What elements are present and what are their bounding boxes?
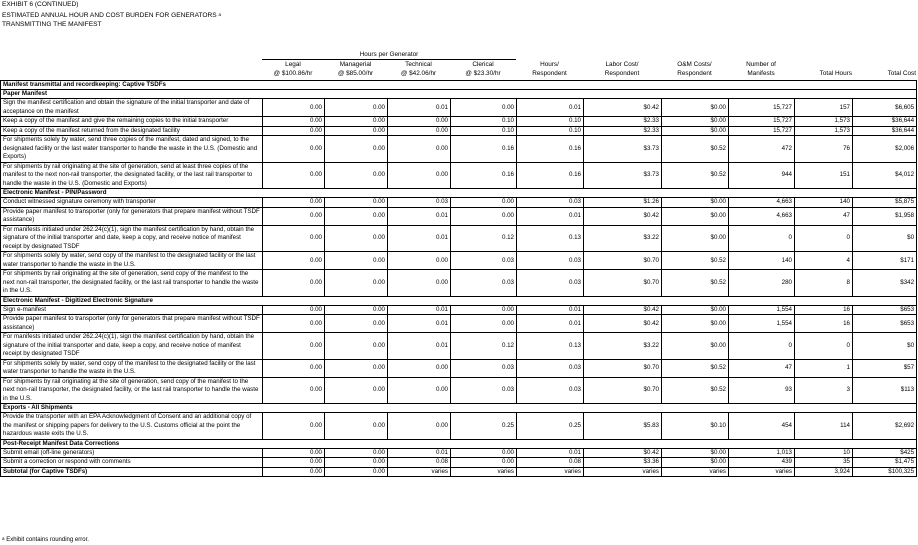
- value-cell: $113: [853, 377, 917, 404]
- activity-description: For manifests initiated under 262.24(c)(1), sign the manifest certification by hand, obtain the signature of the initial transporter and date, keep a copy, and receive notice of manifest receipt by designated TSDF: [1, 333, 263, 360]
- value-cell: $2,006: [853, 136, 917, 163]
- section-header-row: [1, 439, 917, 448]
- section-header-row: [1, 90, 917, 99]
- column-header-line2: Respondent: [532, 69, 567, 77]
- value-cell: 1,013: [729, 448, 795, 458]
- value-cell: $0.00: [662, 99, 729, 117]
- section-label: Manifest transmittal and recordkeeping: Captive TSDFs: [1, 81, 917, 90]
- section-header-row: [1, 404, 917, 413]
- value-cell: 0.00: [263, 99, 325, 117]
- activity-description: For shipments solely by water, send three copies of the manifest, dated and signed, to the designated facility or the last water transporter to handle the waste in the U.S. (Domestic and Exports): [1, 136, 263, 163]
- value-cell: 0.03: [517, 270, 584, 297]
- value-cell: 0.03: [451, 252, 517, 270]
- activity-description: For shipments by rail originating at the site of generation, send copy of the manifest to the next non-rail transporter, the designated facility, or the last rail transporter to handle the waste in the U.S.: [1, 270, 263, 297]
- value-cell: 0.16: [517, 162, 584, 189]
- value-cell: 0.12: [451, 225, 517, 252]
- column-header-line2: Total Hours: [819, 70, 852, 77]
- value-cell: 0.00: [325, 359, 388, 377]
- value-cell: $3.22: [584, 225, 662, 252]
- value-cell: 0.00: [263, 252, 325, 270]
- value-cell: $0.00: [662, 315, 729, 333]
- column-header-line2: @ $42.06/hr: [400, 69, 437, 77]
- value-cell: $0.00: [662, 305, 729, 315]
- value-cell: $3.73: [584, 162, 662, 189]
- value-cell: 0: [795, 225, 853, 252]
- value-cell: $171: [853, 252, 917, 270]
- value-cell: 16: [795, 315, 853, 333]
- value-cell: 0.00: [263, 126, 325, 136]
- value-cell: $0.00: [662, 207, 729, 225]
- value-cell: 0.00: [263, 315, 325, 333]
- column-header-line2: @ $23.30/hr: [465, 69, 501, 77]
- footnote-text: Exhibit contains rounding error.: [6, 537, 89, 543]
- table-row: [1, 225, 917, 252]
- value-cell: $0.42: [584, 315, 662, 333]
- value-cell: 0.01: [517, 207, 584, 225]
- column-header-line1: Labor Cost/: [605, 61, 639, 68]
- value-cell: 944: [729, 162, 795, 189]
- value-cell: varies: [388, 467, 451, 477]
- value-cell: $3.36: [584, 458, 662, 468]
- column-header: [852, 70, 916, 79]
- activity-description: Submit a correction or respond with comments: [1, 458, 263, 468]
- value-cell: 4: [795, 252, 853, 270]
- value-cell: 0.00: [263, 117, 325, 127]
- column-header-line1: Legal: [285, 61, 301, 68]
- value-cell: 0: [795, 333, 853, 360]
- value-cell: 0.00: [325, 315, 388, 333]
- value-cell: 0.12: [451, 333, 517, 360]
- value-cell: $3.73: [584, 136, 662, 163]
- value-cell: 0.00: [451, 315, 517, 333]
- value-cell: 0.00: [325, 448, 388, 458]
- activity-description: Sign the manifest certification and obtain the signature of the initial transporter and date of acceptance on the manifest: [1, 99, 263, 117]
- value-cell: 3,924: [795, 467, 853, 477]
- value-cell: 0.03: [451, 359, 517, 377]
- section-header-row: [1, 189, 917, 198]
- table-row: [1, 252, 917, 270]
- value-cell: $0.52: [662, 377, 729, 404]
- value-cell: $1,475: [853, 458, 917, 468]
- value-cell: 0.08: [388, 458, 451, 468]
- value-cell: 93: [729, 377, 795, 404]
- value-cell: varies: [451, 467, 517, 477]
- value-cell: 280: [729, 270, 795, 297]
- value-cell: 0.00: [263, 413, 325, 440]
- value-cell: $425: [853, 448, 917, 458]
- section-label: Exports - All Shipments: [1, 404, 917, 413]
- value-cell: 0.00: [263, 467, 325, 477]
- value-cell: 0.00: [325, 99, 388, 117]
- value-cell: 0.00: [325, 225, 388, 252]
- value-cell: $0.42: [584, 99, 662, 117]
- value-cell: 0.01: [388, 99, 451, 117]
- value-cell: 0.16: [451, 162, 517, 189]
- value-cell: 0.00: [451, 99, 517, 117]
- value-cell: 0.08: [517, 458, 584, 468]
- value-cell: $57: [853, 359, 917, 377]
- column-header-line2: Respondent: [604, 69, 640, 77]
- value-cell: 0.00: [451, 305, 517, 315]
- value-cell: 0.00: [263, 270, 325, 297]
- column-header-line1: Clerical: [472, 61, 494, 68]
- value-cell: 454: [729, 413, 795, 440]
- column-header: [661, 61, 728, 78]
- activity-description: Submit email (off-line generators): [1, 448, 263, 458]
- table-row: [1, 458, 917, 468]
- table-row: [1, 198, 917, 208]
- value-cell: $0.52: [662, 136, 729, 163]
- value-cell: $1,958: [853, 207, 917, 225]
- activity-description: Provide the transporter with an EPA Acknowledgment of Consent and an additional copy of the manifest or shipping papers for delivery to the U.S. Customs official at the point the hazardous waste exits the U.S.: [1, 413, 263, 440]
- activity-description: For shipments solely by water, send copy of the manifest to the designated facility or the last water transporter to handle the waste in the U.S.: [1, 359, 263, 377]
- column-header-line2: Respondent: [677, 69, 712, 77]
- value-cell: 0: [729, 333, 795, 360]
- value-cell: 0.03: [517, 252, 584, 270]
- value-cell: $6,605: [853, 99, 917, 117]
- value-cell: $0.52: [662, 270, 729, 297]
- activity-description: Provide paper manifest to transporter (only for generators that prepare manifest without TSDF assistance): [1, 315, 263, 333]
- value-cell: $100,325: [853, 467, 917, 477]
- value-cell: 0: [729, 225, 795, 252]
- value-cell: 0.00: [388, 136, 451, 163]
- value-cell: $0.52: [662, 162, 729, 189]
- value-cell: 0.00: [325, 117, 388, 127]
- value-cell: 0.01: [388, 207, 451, 225]
- value-cell: 76: [795, 136, 853, 163]
- value-cell: $0.42: [584, 305, 662, 315]
- value-cell: $5,875: [853, 198, 917, 208]
- table-row: [1, 305, 917, 315]
- value-cell: 0.10: [451, 117, 517, 127]
- column-header: [387, 61, 450, 78]
- table-row: [1, 315, 917, 333]
- table-row: [1, 136, 917, 163]
- value-cell: $4,012: [853, 162, 917, 189]
- column-header-line1: Managerial: [339, 61, 372, 68]
- value-cell: 0.00: [263, 458, 325, 468]
- subtotal-row: [1, 467, 917, 477]
- value-cell: $0.70: [584, 377, 662, 404]
- value-cell: 0.00: [451, 207, 517, 225]
- value-cell: $36,644: [853, 126, 917, 136]
- value-cell: 0.00: [451, 448, 517, 458]
- value-cell: 0.16: [451, 136, 517, 163]
- value-cell: $0.00: [662, 333, 729, 360]
- value-cell: $0.00: [662, 117, 729, 127]
- value-cell: 0.13: [517, 333, 584, 360]
- value-cell: 1,573: [795, 126, 853, 136]
- section-label: Post-Receipt Manifest Data Corrections: [1, 439, 917, 448]
- value-cell: 0.00: [325, 136, 388, 163]
- value-cell: $0: [853, 225, 917, 252]
- value-cell: $0.42: [584, 207, 662, 225]
- value-cell: 1,554: [729, 315, 795, 333]
- value-cell: 0.00: [263, 377, 325, 404]
- value-cell: $0.52: [662, 359, 729, 377]
- value-cell: $0.00: [662, 126, 729, 136]
- value-cell: $0.00: [662, 225, 729, 252]
- value-cell: varies: [662, 467, 729, 477]
- value-cell: 0.25: [451, 413, 517, 440]
- value-cell: 0.03: [517, 198, 584, 208]
- value-cell: 0.10: [517, 117, 584, 127]
- value-cell: $36,644: [853, 117, 917, 127]
- value-cell: $342: [853, 270, 917, 297]
- activity-description: Sign e-manifest: [1, 305, 263, 315]
- activity-description: For shipments solely by water, send copy of the manifest to the designated facility or the last water transporter to handle the waste in the U.S.: [1, 252, 263, 270]
- column-header-line2: @ $85.00/hr: [337, 69, 374, 77]
- activity-description: Provide paper manifest to transporter (only for generators that prepare manifest without TSDF assistance): [1, 207, 263, 225]
- value-cell: 0.10: [517, 126, 584, 136]
- column-header-line2: Total Cost: [887, 70, 916, 77]
- table-row: [1, 270, 917, 297]
- value-cell: 47: [795, 207, 853, 225]
- value-cell: 0.01: [388, 225, 451, 252]
- table-row: [1, 99, 917, 117]
- table-row: [1, 359, 917, 377]
- activity-description: Subtotal (for Captive TSDFs): [1, 467, 263, 477]
- value-cell: 0.16: [517, 136, 584, 163]
- activity-description: For shipments by rail originating at the site of generation, send copy of the manifest to the next non-rail transporter, the designated facility, or the last rail transporter to handle the waste in the U.S.: [1, 377, 263, 404]
- value-cell: $653: [853, 315, 917, 333]
- value-cell: varies: [517, 467, 584, 477]
- value-cell: 8: [795, 270, 853, 297]
- table-row: [1, 333, 917, 360]
- value-cell: 15,727: [729, 99, 795, 117]
- value-cell: 4,663: [729, 207, 795, 225]
- value-cell: 0.00: [325, 270, 388, 297]
- value-cell: $0.00: [662, 198, 729, 208]
- value-cell: 0.00: [325, 126, 388, 136]
- value-cell: 0.00: [325, 252, 388, 270]
- value-cell: 0.00: [325, 458, 388, 468]
- value-cell: $0.10: [662, 413, 729, 440]
- section-label: Electronic Manifest - Digitized Electronic Signature: [1, 296, 917, 305]
- value-cell: $653: [853, 305, 917, 315]
- column-header: [583, 61, 661, 78]
- table-row: [1, 207, 917, 225]
- activity-description: Keep a copy of the manifest returned from the designated facility: [1, 126, 263, 136]
- value-cell: 0.00: [263, 198, 325, 208]
- column-header-line2: @ $100.86/hr: [273, 69, 313, 77]
- activity-description: For shipments by rail originating at the site of generation, send at least three copies of the manifest to the next non-rail transporter, the designated facility, or the last rail transporter to handle the waste in the U.S. (Domestic and Exports): [1, 162, 263, 189]
- footnote-marker: a: [218, 12, 222, 17]
- value-cell: 157: [795, 99, 853, 117]
- value-cell: 0.00: [388, 270, 451, 297]
- value-cell: 0.01: [517, 315, 584, 333]
- value-cell: 47: [729, 359, 795, 377]
- column-header-line1: O&M Costs/: [677, 61, 712, 68]
- value-cell: 0.13: [517, 225, 584, 252]
- value-cell: 0.03: [517, 377, 584, 404]
- value-cell: $2,692: [853, 413, 917, 440]
- table-title-line1: ESTIMATED ANNUAL HOUR AND COST BURDEN FOR GENERATORS: [2, 12, 217, 19]
- value-cell: $2.33: [584, 126, 662, 136]
- value-cell: 0.00: [263, 225, 325, 252]
- value-cell: 0.03: [388, 198, 451, 208]
- value-cell: 114: [795, 413, 853, 440]
- value-cell: 0.01: [388, 448, 451, 458]
- value-cell: 0.00: [263, 305, 325, 315]
- value-cell: 439: [729, 458, 795, 468]
- value-cell: 1,554: [729, 305, 795, 315]
- value-cell: 0.00: [325, 377, 388, 404]
- value-cell: 0.01: [517, 305, 584, 315]
- table-row: [1, 126, 917, 136]
- value-cell: 0.01: [388, 305, 451, 315]
- value-cell: $0.00: [662, 458, 729, 468]
- column-header-line1: Hours/: [540, 61, 559, 68]
- exhibit-label: EXHIBIT 6 (CONTINUED): [2, 1, 79, 8]
- value-cell: varies: [584, 467, 662, 477]
- value-cell: 3: [795, 377, 853, 404]
- value-cell: $0.00: [662, 448, 729, 458]
- value-cell: 0.00: [263, 162, 325, 189]
- value-cell: $1.26: [584, 198, 662, 208]
- value-cell: 0.00: [388, 377, 451, 404]
- table-title: [2, 11, 221, 20]
- value-cell: 0.00: [263, 448, 325, 458]
- value-cell: 140: [795, 198, 853, 208]
- value-cell: 0.00: [263, 333, 325, 360]
- value-cell: 1: [795, 359, 853, 377]
- section-header-row: [1, 296, 917, 305]
- value-cell: 0.10: [451, 126, 517, 136]
- section-header-row: [1, 81, 917, 90]
- value-cell: 0.00: [263, 207, 325, 225]
- value-cell: 0.00: [388, 359, 451, 377]
- value-cell: $0.42: [584, 448, 662, 458]
- column-header-line1: Technical: [405, 61, 432, 68]
- value-cell: 16: [795, 305, 853, 315]
- section-label: Paper Manifest: [1, 90, 917, 99]
- footnote: [2, 536, 89, 544]
- table-row: [1, 377, 917, 404]
- value-cell: 0.00: [325, 467, 388, 477]
- column-header-line1: Number of: [746, 61, 776, 68]
- value-cell: 0.01: [517, 99, 584, 117]
- value-cell: 4,663: [729, 198, 795, 208]
- value-cell: 15,727: [729, 117, 795, 127]
- value-cell: 0.25: [517, 413, 584, 440]
- value-cell: $0.70: [584, 359, 662, 377]
- value-cell: 0.00: [325, 198, 388, 208]
- value-cell: $2.33: [584, 117, 662, 127]
- value-cell: 0.00: [263, 136, 325, 163]
- column-header: [516, 61, 583, 78]
- value-cell: $3.22: [584, 333, 662, 360]
- column-header: [728, 61, 794, 78]
- value-cell: 0.00: [451, 198, 517, 208]
- value-cell: 0.01: [388, 315, 451, 333]
- column-header-line2: Manifests: [747, 69, 775, 77]
- value-cell: 0.00: [388, 117, 451, 127]
- column-header: [262, 61, 324, 78]
- value-cell: 0.03: [517, 359, 584, 377]
- value-cell: 0.03: [451, 270, 517, 297]
- value-cell: 0.03: [451, 377, 517, 404]
- value-cell: $0.70: [584, 270, 662, 297]
- value-cell: $0: [853, 333, 917, 360]
- table-row: [1, 413, 917, 440]
- activity-description: Keep a copy of the manifest and give the remaining copies to the initial transporter: [1, 117, 263, 127]
- value-cell: 0.00: [388, 162, 451, 189]
- value-cell: $0.70: [584, 252, 662, 270]
- value-cell: 472: [729, 136, 795, 163]
- burden-table: [0, 80, 917, 477]
- table-row: [1, 162, 917, 189]
- table-row: [1, 448, 917, 458]
- value-cell: 0.00: [263, 359, 325, 377]
- value-cell: 140: [729, 252, 795, 270]
- table-title-line2: TRANSMITTING THE MANIFEST: [2, 21, 102, 28]
- value-cell: 0.00: [388, 252, 451, 270]
- value-cell: 0.01: [517, 448, 584, 458]
- value-cell: 1,573: [795, 117, 853, 127]
- value-cell: 0.00: [325, 207, 388, 225]
- value-cell: 0.00: [325, 162, 388, 189]
- activity-description: For manifests initiated under 262.24(c)(1), sign the manifest certification by hand, obtain the signature of the initial transporter and date, keep a copy, and receive notice of manifest receipt by designated TSDF: [1, 225, 263, 252]
- value-cell: 0.00: [388, 413, 451, 440]
- value-cell: 10: [795, 448, 853, 458]
- value-cell: $5.83: [584, 413, 662, 440]
- value-cell: 15,727: [729, 126, 795, 136]
- value-cell: $0.52: [662, 252, 729, 270]
- value-cell: 0.01: [388, 333, 451, 360]
- footnote-mark: a: [2, 536, 5, 541]
- section-label: Electronic Manifest - PIN/Password: [1, 189, 917, 198]
- value-cell: 0.00: [325, 413, 388, 440]
- value-cell: 151: [795, 162, 853, 189]
- hours-per-generator-header: Hours per Generator: [262, 51, 516, 60]
- activity-description: Conduct witnessed signature ceremony with transporter: [1, 198, 263, 208]
- value-cell: 0.00: [388, 126, 451, 136]
- value-cell: 35: [795, 458, 853, 468]
- value-cell: 0.00: [451, 458, 517, 468]
- column-header: [794, 70, 852, 79]
- value-cell: 0.00: [325, 305, 388, 315]
- column-header: [324, 61, 387, 78]
- table-body: [1, 81, 917, 477]
- column-header: [450, 61, 516, 78]
- value-cell: 0.00: [325, 333, 388, 360]
- value-cell: varies: [729, 467, 795, 477]
- table-row: [1, 117, 917, 127]
